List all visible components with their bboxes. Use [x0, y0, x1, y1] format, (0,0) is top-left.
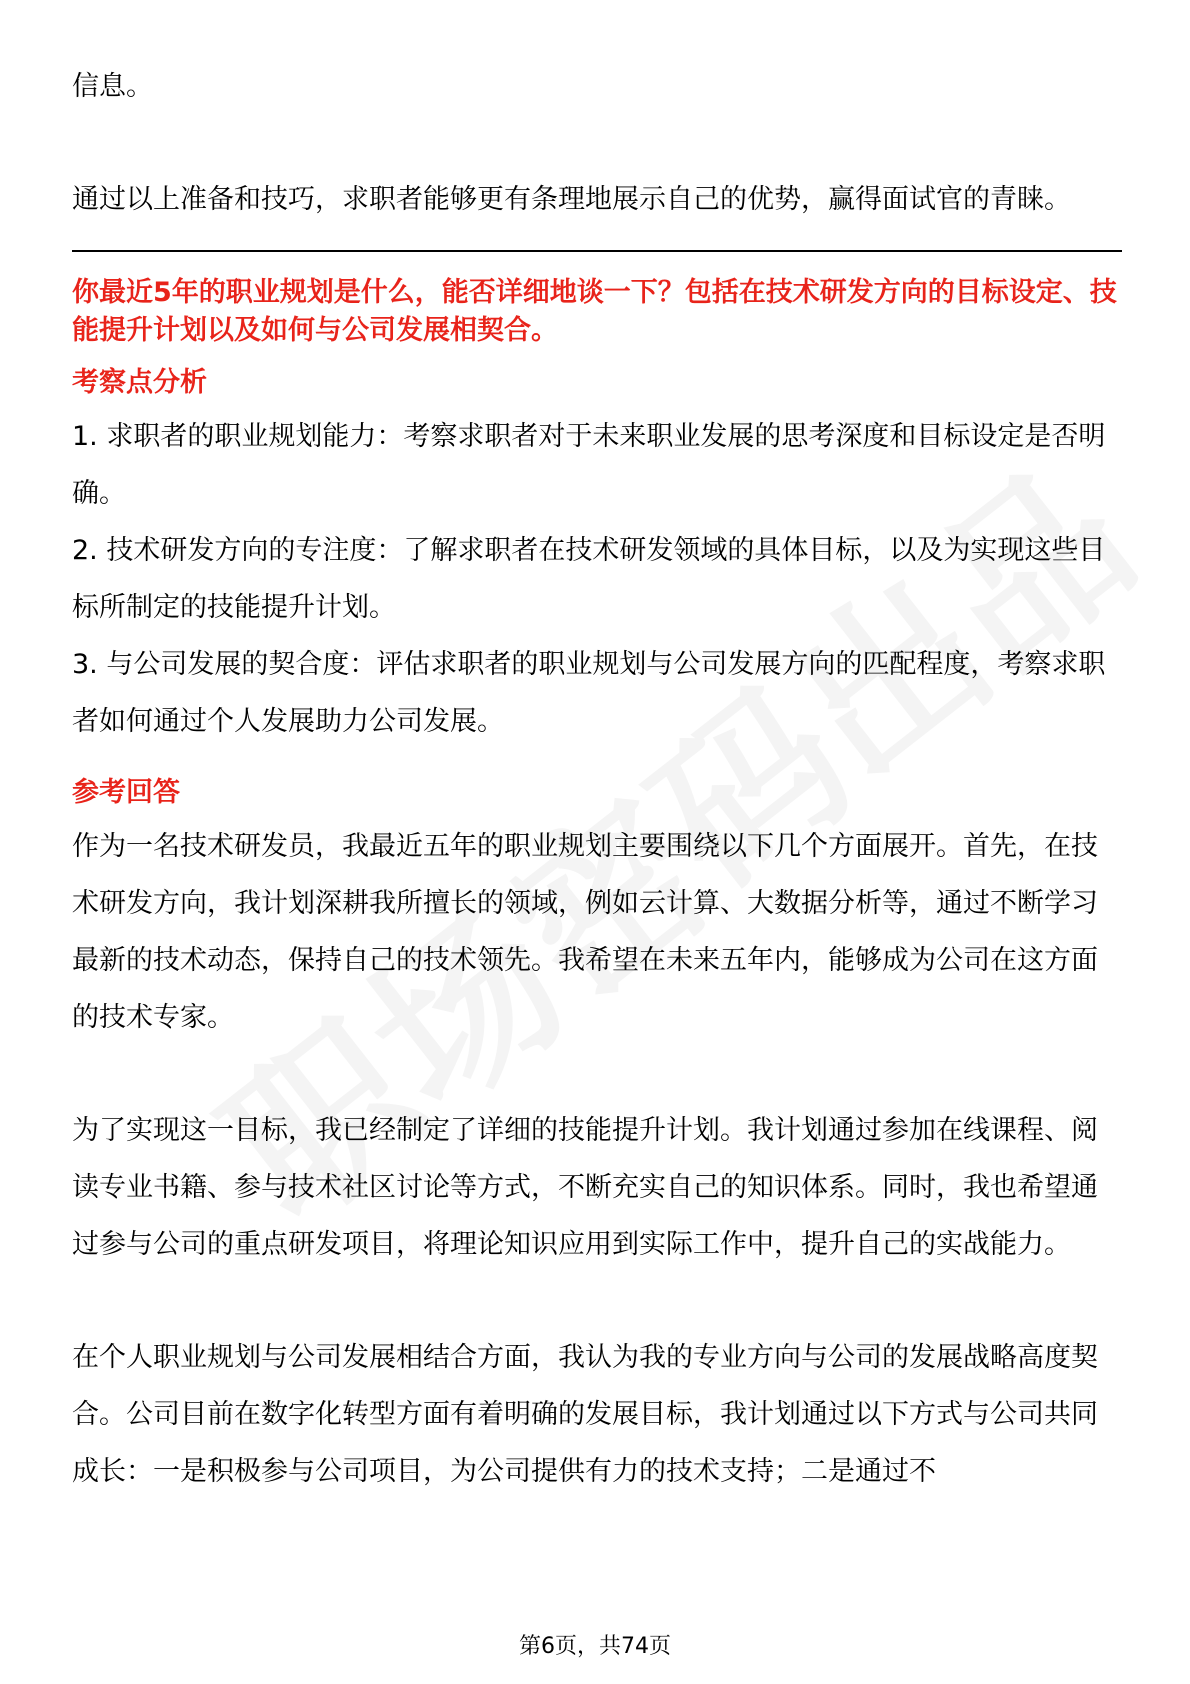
- page-number-footer: 第6页，共74页: [519, 1634, 671, 1659]
- closing-paragraph: 通过以上准备和技巧，求职者能够更有条理地展示自己的优势，赢得面试官的青睐。: [72, 184, 1071, 215]
- page-content: [72, 58, 1122, 1500]
- answer-paragraph: 在个人职业规划与公司发展相结合方面，我认为我的专业方向与公司的发展战略高度契合。公司目前在数字化转型方面有着明确的发展目标，我计划通过以下方式与公司共同成长：一是积极参与公司项目，为公司提供有力的技术支持；二是通过不: [72, 1342, 1098, 1487]
- analysis-point: 1. 求职者的职业规划能力：考察求职者对于未来职业发展的思考深度和目标设定是否明确。: [72, 421, 1106, 509]
- answer-paragraph: 为了实现这一目标，我已经制定了详细的技能提升计划。我计划通过参加在线课程、阅读专业书籍、参与技术社区讨论等方式，不断充实自己的知识体系。同时，我也希望通过参与公司的重点研发项目，将理论知识应用到实际工作中，提升自己的实战能力。: [72, 1115, 1098, 1260]
- analysis-heading: 考察点分析: [72, 367, 207, 398]
- section-divider: [72, 250, 1122, 252]
- analysis-point: 2. 技术研发方向的专注度：了解求职者在技术研发领域的具体目标，以及为实现这些目标所制定的技能提升计划。: [72, 535, 1106, 623]
- intro-tail-text: 信息。: [72, 71, 153, 102]
- answer-heading: 参考回答: [72, 777, 180, 808]
- interview-question: 你最近5年的职业规划是什么，能否详细地谈一下？包括在技术研发方向的目标设定、技能提升计划以及如何与公司发展相契合。: [72, 277, 1117, 346]
- answer-paragraph: 作为一名技术研发员，我最近五年的职业规划主要围绕以下几个方面展开。首先，在技术研发方向，我计划深耕我所擅长的领域，例如云计算、大数据分析等，通过不断学习最新的技术动态，保持自己的技术领先。我希望在未来五年内，能够成为公司在这方面的技术专家。: [72, 831, 1098, 1033]
- analysis-point: 3. 与公司发展的契合度：评估求职者的职业规划与公司发展方向的匹配程度，考察求职者如何通过个人发展助力公司发展。: [72, 649, 1106, 737]
